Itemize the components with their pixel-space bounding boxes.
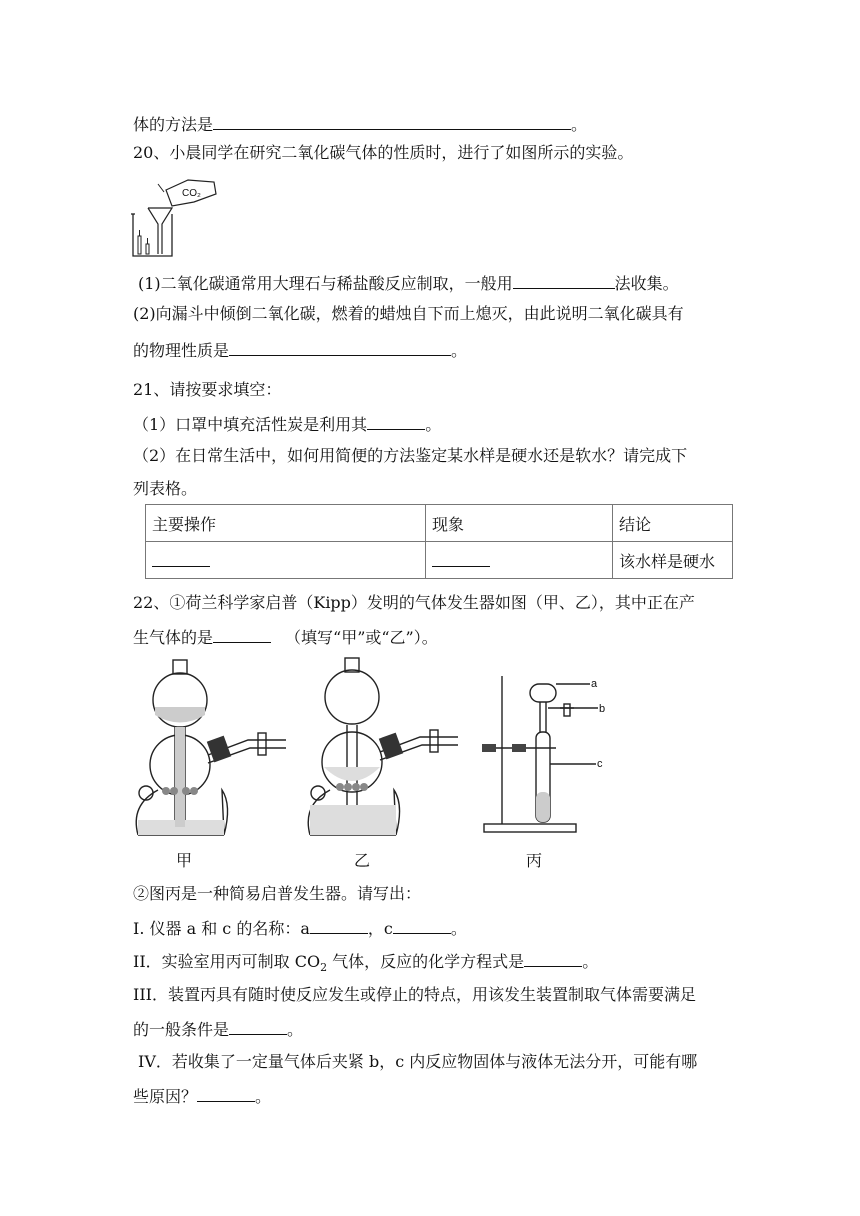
answer-blank[interactable] xyxy=(513,272,615,289)
answer-blank[interactable] xyxy=(213,626,271,643)
table-cell-phenomenon xyxy=(426,542,613,579)
table-header-row xyxy=(146,505,733,542)
figure-label-bing: 丙 xyxy=(526,851,543,870)
question-21-part2-cont: 列表格。 xyxy=(133,479,198,498)
hard-water-table xyxy=(145,504,733,579)
question-22-part2: ②图丙是一种简易启普发生器。请写出： xyxy=(133,884,422,903)
label-b: b xyxy=(599,703,606,715)
answer-blank[interactable] xyxy=(213,113,571,130)
kipp-apparatus-yi xyxy=(300,655,465,840)
kipp-apparatus-jia xyxy=(128,655,293,840)
question-22-IV: IV．若收集了一定量气体后夹紧 b，c 内反应物固体与液体无法分开，可能有哪 xyxy=(138,1052,698,1071)
table-row xyxy=(146,542,733,579)
answer-blank[interactable] xyxy=(197,1085,255,1102)
question-22-III: III．装置丙具有随时使反应发生或停止的特点，用该发生装置制取气体需要满足 xyxy=(133,985,696,1004)
question-22-I: I. 仪器 a 和 c 的名称：a ，c 。 xyxy=(133,919,467,938)
co2-bottle-label: CO₂ xyxy=(182,188,201,199)
answer-blank[interactable] xyxy=(152,550,210,567)
simple-kipp-apparatus-bing xyxy=(478,672,608,837)
question-20-part1: (1)二氧化碳通常用大理石与稀盐酸反应制取，一般用 法收集。 xyxy=(138,274,679,293)
question-22-III-cont: 的一般条件是 。 xyxy=(133,1020,304,1039)
answer-line-gas-method: 体的方法是 。 xyxy=(133,115,588,134)
table-header-cell: 结论 xyxy=(613,505,733,542)
label-c: c xyxy=(597,758,603,770)
question-20-intro: 20、小晨同学在研究二氧化碳气体的性质时，进行了如图所示的实验。 xyxy=(133,143,634,162)
question-22-II: II．实验室用丙可制取 $CO_2$ 气体，反应的化学方程式是 。 xyxy=(133,952,599,975)
question-20-part2: (2)向漏斗中倾倒二氧化碳，燃着的蜡烛自下而上熄灭，由此说明二氧化碳具有 xyxy=(133,304,684,323)
question-22-intro-cont: 生气体的是 （填写“甲”或“乙”）。 xyxy=(133,628,438,647)
question-21-intro: 21、请按要求填空： xyxy=(133,380,282,399)
answer-blank[interactable] xyxy=(432,550,490,567)
table-cell-operation xyxy=(146,542,426,579)
question-22-intro: 22、①荷兰科学家启普（Kipp）发明的气体发生器如图（甲、乙），其中正在产 xyxy=(133,593,695,612)
table-cell-conclusion: 该水样是硬水 xyxy=(613,542,733,579)
answer-blank[interactable] xyxy=(229,1018,287,1035)
answer-blank[interactable] xyxy=(310,917,368,934)
figure-label-yi: 乙 xyxy=(354,851,371,870)
label-a: a xyxy=(591,678,598,690)
question-21-part1: （1）口罩中填充活性炭是利用其 。 xyxy=(133,415,442,434)
answer-blank[interactable] xyxy=(524,950,582,967)
question-22-IV-cont: 些原因？ 。 xyxy=(133,1087,272,1106)
answer-blank[interactable] xyxy=(367,413,425,430)
table-header-cell: 现象 xyxy=(426,505,613,542)
answer-blank[interactable] xyxy=(393,917,451,934)
figure-label-jia: 甲 xyxy=(176,851,193,870)
answer-blank[interactable] xyxy=(229,339,451,356)
co2-candle-figure xyxy=(128,172,220,258)
table-header-cell: 主要操作 xyxy=(146,505,426,542)
question-20-part2-cont: 的物理性质是 。 xyxy=(133,341,468,360)
question-21-part2: （2）在日常生活中，如何用简便的方法鉴定某水样是硬水还是软水？请完成下 xyxy=(133,446,688,465)
